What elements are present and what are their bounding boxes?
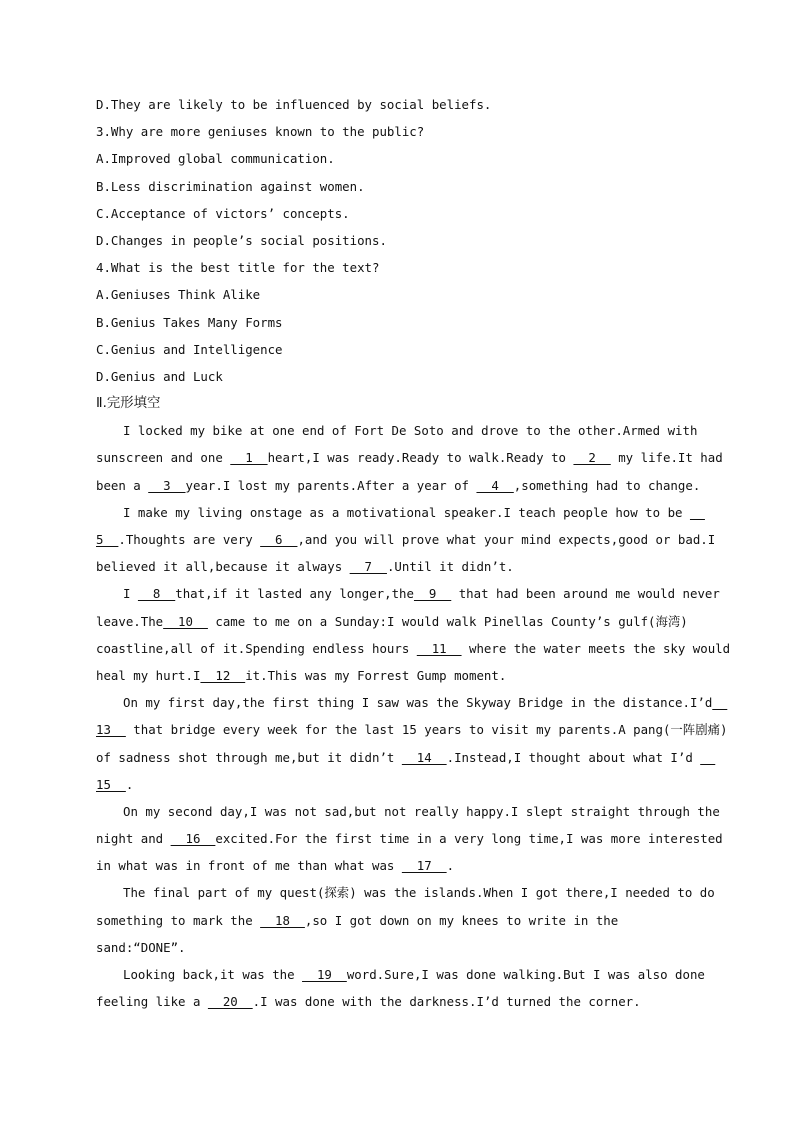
passage-line: night and 16 excited.For the first time in a very long time,I was more interested (96, 831, 723, 847)
passage-line: been a 3 year.I lost my parents.After a year of 4 ,something had to change. (96, 477, 701, 493)
blank-16: 16 (170, 831, 216, 847)
blank-11: 11 (416, 640, 462, 656)
passage-line: in what was in front of me than what was 17 . (96, 858, 455, 874)
passage-line: On my second day,I was not sad,but not really happy.I slept straight through the (123, 803, 720, 819)
passage-line: coastline,all of it.Spending endless hours 11 where the water meets the sky would (96, 640, 731, 656)
blank-7: 7 (349, 559, 387, 575)
blank-18: 18 (260, 912, 305, 928)
passage-line: heal my hurt.I 12 it.This was my Forrest Gump moment. (96, 667, 507, 683)
question-stem: 4.What is the best title for the text? (96, 260, 380, 276)
blank-12: 12 (200, 667, 246, 683)
option-line: B.Less discrimination against women. (96, 178, 365, 194)
blank-15: __ (700, 749, 716, 765)
passage-line: something to mark the 18 ,so I got down on my knees to write in the (96, 912, 619, 928)
blank-8: 8 (137, 586, 176, 602)
blank-5: __ (689, 504, 705, 520)
option-line: C.Genius and Intelligence (96, 341, 283, 357)
option-line: C.Acceptance of victors’ concepts. (96, 205, 350, 221)
blank-13: 13 (96, 722, 126, 738)
option-line: D.Genius and Luck (96, 368, 223, 384)
passage-line: believed it all,because it always 7 .Until it didn’t. (96, 559, 514, 575)
option-line: B.Genius Takes Many Forms (96, 314, 283, 330)
blank-2: 2 (573, 450, 611, 466)
passage-line: feeling like a 20 .I was done with the darkness.I’d turned the corner. (96, 994, 641, 1010)
passage-line: leave.The 10 came to me on a Sunday:I would walk Pinellas County’s gulf(海湾) (96, 613, 688, 629)
passage-line: sunscreen and one 1 heart,I was ready.Ready to walk.Ready to 2 my life.It had (96, 450, 723, 466)
passage-line: of sadness shot through me,but it didn’t 14 .Instead,I thought about what I’d __ (96, 749, 716, 765)
blank-3: 3 (148, 477, 186, 493)
passage-line: 15 . (96, 776, 134, 792)
blank-17: 17 (401, 858, 447, 874)
blank-19: 19 (302, 967, 347, 982)
passage-line: I locked my bike at one end of Fort De Soto and drove to the other.Armed with (123, 423, 698, 439)
passage-line: The final part of my quest(探索) was the islands.When I got there,I needed to do (123, 885, 715, 901)
blank-14: 14 (401, 749, 447, 765)
option-line: D.Changes in people’s social positions. (96, 232, 387, 248)
passage-line: 13 that bridge every week for the last 15 years to visit my parents.A pang(一阵剧痛) (96, 722, 728, 738)
option-line: A.Geniuses Think Alike (96, 287, 261, 303)
blank-20: 20 (207, 994, 253, 1010)
option-line: D.They are likely to be influenced by social beliefs. (96, 97, 492, 112)
option-line: A.Improved global communication. (96, 151, 335, 167)
passage-line: On my first day,the first thing I saw was the Skyway Bridge in the distance.I’d__ (123, 695, 728, 711)
blank-1: 1 (230, 450, 268, 466)
passage-line: sand:“DONE”. (96, 939, 186, 955)
document-page (96, 95, 731, 1019)
blank-10: 10 (163, 613, 208, 629)
passage-line: Looking back,it was the 19 word.Sure,I was done walking.But I was also done (123, 967, 705, 982)
blank-5: 5 (96, 532, 119, 547)
blank-13: __ (712, 695, 728, 711)
blank-4: 4 (476, 477, 514, 493)
blank-9: 9 (413, 586, 452, 602)
passage-line: 5 .Thoughts are very 6 ,and you will prove what your mind expects,good or bad.I (96, 532, 716, 547)
blank-15: 15 (96, 776, 126, 792)
passage-line: I make my living onstage as a motivational speaker.I teach people how to be __ (123, 504, 705, 520)
section-heading: Ⅱ.完形填空 (96, 396, 161, 412)
question-stem: 3.Why are more geniuses known to the public? (96, 124, 425, 140)
passage-line: I 8 that,if it lasted any longer,the 9 that had been around me would never (123, 586, 720, 602)
blank-6: 6 (260, 532, 298, 547)
